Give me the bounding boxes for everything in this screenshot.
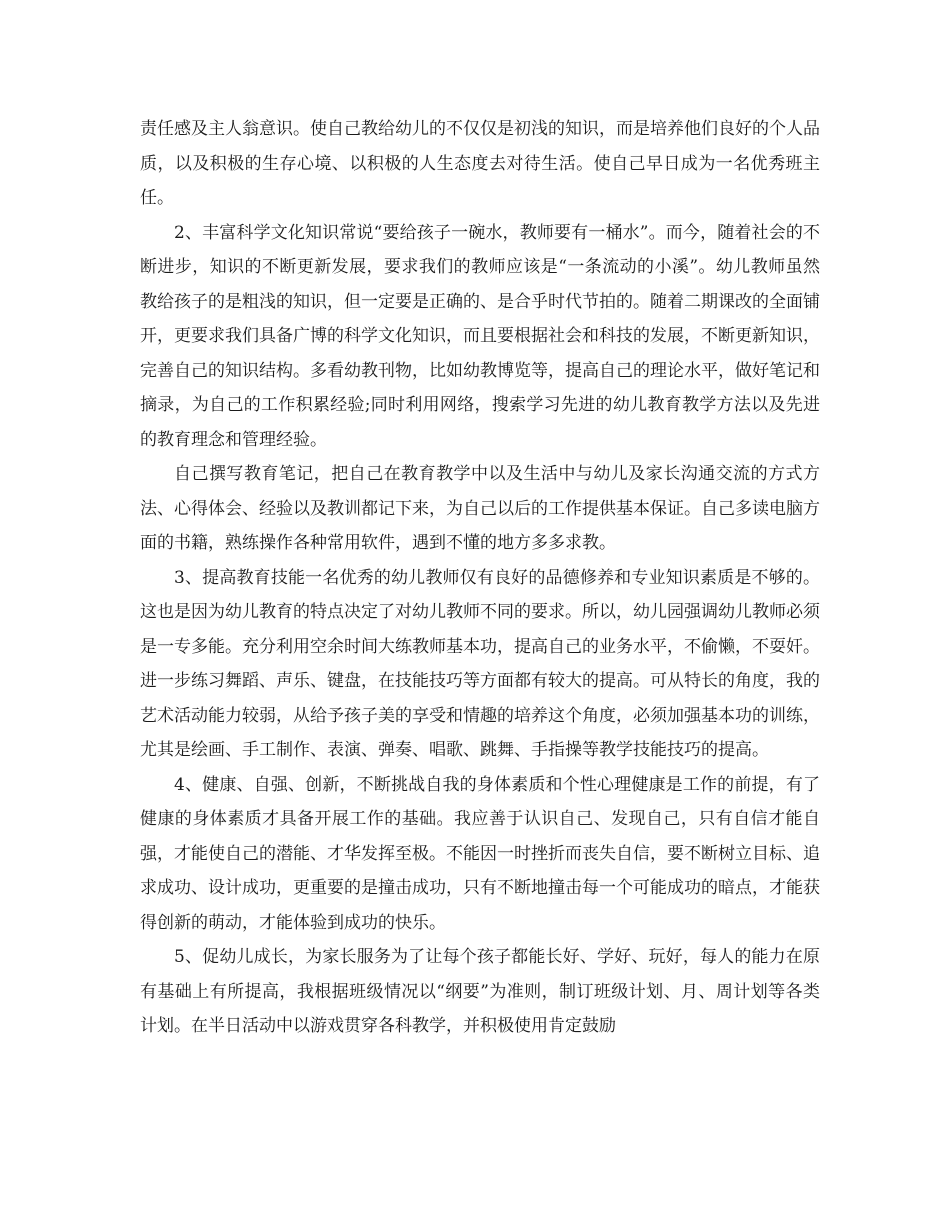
paragraph-child-growth: 5、促幼儿成长，为家长服务为了让每个孩子都能长好、学好、玩好，每人的能力在原有基础上有所提高，我根据班级情况以“纲要”为准则，制订班级计划、月、周计划等各类计划。在半日活动中以游戏贯穿各科教学，并积极使用肯定鼓励 (140, 947, 820, 1036)
paragraph-health-innovation: 4、健康、自强、创新，不断挑战自我的身体素质和个性心理健康是工作的前提，有了健康的身体素质才具备开展工作的基础。我应善于认识自己、发现自己，只有自信才能自强，才能使自己的潜能、才华发挥至极。不能因一时挫折而丧失自信，要不断树立目标、追求成功、设计成功，更重要的是撞击成功，只有不断地撞击每一个可能成功的暗点，才能获得创新的萌动，才能体验到成功的快乐。 (140, 774, 820, 933)
paragraph-continuation: 责任感及主人翁意识。使自己教给幼儿的不仅仅是初浅的知识，而是培养他们良好的个人品质，以及积极的生存心境、以积极的人生态度去对待生活。使自己早日成为一名优秀班主任。 (140, 119, 820, 208)
paragraph-science-culture: 2、丰富科学文化知识常说“要给孩子一碗水，教师要有一桶水”。而今，随着社会的不断进步，知识的不断更新发展，要求我们的教师应该是“一条流动的小溪”。幼儿教师虽然教给孩子的是粗浅的知识，但一定要是正确的、是合乎时代节拍的。随着二期课改的全面铺开，更要求我们具备广博的科学文化知识，而且要根据社会和科技的发展，不断更新知识，完善自己的知识结构。多看幼教刊物，比如幼教博览等，提高自己的理论水平，做好笔记和摘录，为自己的工作积累经验;同时利用网络，搜索学习先进的幼儿教育教学方法以及先进的教育理念和管理经验。 (140, 222, 820, 450)
paragraph-education-notes: 自己撰写教育笔记，把自己在教育教学中以及生活中与幼儿及家长沟通交流的方式方法、心得体会、经验以及教训都记下来，为自己以后的工作提供基本保证。自己多读电脑方面的书籍，熟练操作各种常用软件，遇到不懂的地方多多求教。 (140, 464, 820, 553)
document-body (140, 112, 820, 1044)
paragraph-teaching-skills: 3、提高教育技能一名优秀的幼儿教师仅有良好的品德修养和专业知识素质是不够的。这也是因为幼儿教育的特点决定了对幼儿教师不同的要求。所以，幼儿园强调幼儿教师必须是一专多能。充分利用空余时间大练教师基本功，提高自己的业务水平，不偷懒，不耍奸。进一步练习舞蹈、声乐、键盘，在技能技巧等方面都有较大的提高。可从特长的角度，我的艺术活动能力较弱，从给予孩子美的享受和情趣的培养这个角度，必须加强基本功的训练，尤其是绘画、手工制作、表演、弹奏、唱歌、跳舞、手指操等教学技能技巧的提高。 (140, 567, 820, 760)
